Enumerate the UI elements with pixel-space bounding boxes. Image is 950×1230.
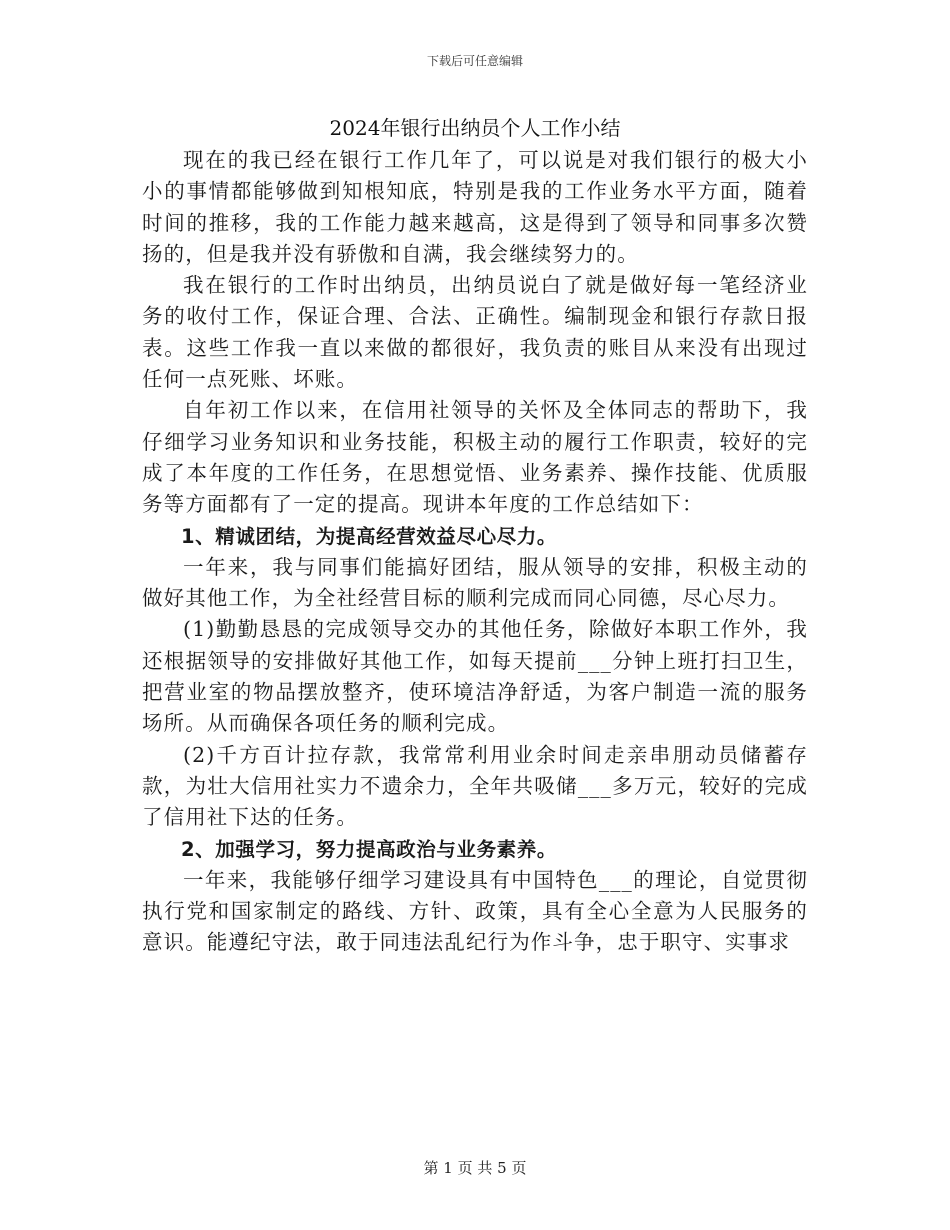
document-body: [142, 145, 808, 959]
section-heading: 1、精诚团结，为提高经营效益尽心尽力。: [181, 524, 557, 548]
paragraph: 一年来，我与同事们能搞好团结，服从领导的安排，积极主动的做好其他工作，为全社经营目标的顺利完成而同心同德，尽心尽力。: [142, 554, 808, 611]
paragraph: 我在银行的工作时出纳员，出纳员说白了就是做好每一笔经济业务的收付工作，保证合理、合法、正确性。编制现金和银行存款日报表。这些工作我一直以来做的都很好，我负责的账目从来没有出现过任何一点死账、坏账。: [142, 273, 808, 392]
paragraph: 自年初工作以来，在信用社领导的关怀及全体同志的帮助下，我仔细学习业务知识和业务技能，积极主动的履行工作职责，较好的完成了本年度的工作任务，在思想觉悟、业务素养、操作技能、优质服务等方面都有了一定的提高。现讲本年度的工作总结如下：: [142, 398, 808, 517]
header-note: 下载后可任意编辑: [426, 54, 523, 68]
paragraph: 一年来，我能够仔细学习建设具有中国特色___的理论，自觉贯彻执行党和国家制定的路线、方针、政策，具有全心全意为人民服务的意识。能遵纪守法，敢于同违法乱纪行为作斗争，忠于职守、实事求: [142, 867, 808, 955]
paragraph: (1)勤勤恳恳的完成领导交办的其他任务，除做好本职工作外，我还根据领导的安排做好其他工作，如每天提前___分钟上班打扫卫生，把营业室的物品摆放整齐，使环境洁净舒适，为客户制造一流的服务场所。从而确保各项任务的顺利完成。: [142, 617, 808, 736]
section-heading: 2、加强学习，努力提高政治与业务素养。: [181, 837, 557, 861]
paragraph: (2)千方百计拉存款，我常常利用业余时间走亲串朋动员储蓄存款，为壮大信用社实力不遗余力，全年共吸储___多万元，较好的完成了信用社下达的任务。: [142, 742, 808, 830]
document-title: 2024年银行出纳员个人工作小结: [329, 116, 621, 140]
paragraph: 现在的我已经在银行工作几年了，可以说是对我们银行的极大小小的事情都能够做到知根知底，特别是我的工作业务水平方面，随着时间的推移，我的工作能力越来越高，这是得到了领导和同事多次赞扬的，但是我并没有骄傲和自满，我会继续努力的。: [142, 148, 808, 266]
page-number: 第 1 页 共 5 页: [423, 1159, 527, 1177]
